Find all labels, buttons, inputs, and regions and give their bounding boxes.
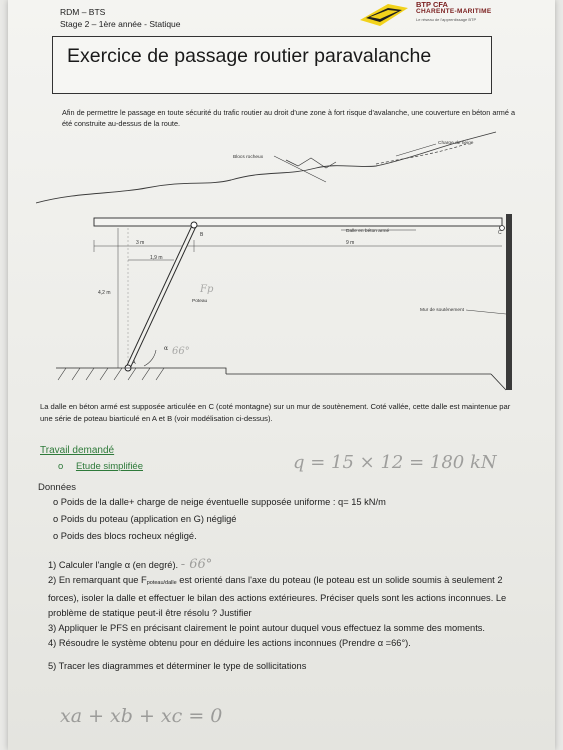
label-charge-neige: Charge de neige	[438, 141, 474, 146]
label-mur: Mur de soutènement	[420, 308, 464, 313]
donnees-list	[53, 494, 386, 545]
label-point-c: C	[498, 230, 502, 236]
ground-right	[491, 374, 506, 390]
question-5: 5) Tracer les diagrammes et déterminer le type de sollicitations	[48, 661, 307, 671]
header-stage: Stage 2 – 1ère année - Statique	[60, 19, 181, 29]
snow-leader	[396, 144, 436, 156]
donnees-item: o Poids des blocs rocheux négligé.	[53, 531, 197, 541]
label-poteau: Poteau	[192, 299, 208, 304]
donnees-heading: Données	[38, 482, 77, 493]
section-travail-demande: Travail demandé	[40, 445, 115, 456]
header-course-info	[60, 6, 181, 30]
label-point-a: A	[132, 360, 136, 366]
logo-region: CHARENTE-MARITIME	[416, 8, 492, 15]
force-subscript: poteau/dalle	[146, 580, 177, 586]
questions-list	[48, 557, 528, 674]
section-etude-simplifiee	[58, 461, 143, 472]
label-blocs-rocheux: Blocs rocheux	[233, 155, 264, 160]
logo-mark-icon	[358, 2, 410, 28]
title-box	[52, 36, 492, 94]
question-1: 1) Calculer l'angle α (en degré). - 66°	[48, 557, 213, 572]
btp-cfa-logo	[358, 0, 528, 36]
label-point-b: B	[200, 232, 204, 238]
logo-tagline: Le réseau de l'apprentissage BTP	[416, 17, 477, 22]
donnees-item: o Poids du poteau (application en G) négligé	[53, 514, 237, 524]
retaining-wall	[506, 214, 512, 390]
question-2: 2) En remarquant que Fpoteau/dalle est orienté dans l'axe du poteau (le poteau est un solide soumis à seulement 2 forces), isoler la dalle et effectuer le bilan des actions extérieures. Préciser quels sont les actions inconnues. Le problème de statique peut-il être résolu ? Justifier	[48, 575, 507, 618]
model-description: La dalle en béton armé est supposée articulée en C (coté montagne) sur un mur de soutènement. Coté vallée, cette dalle est maintenue par une série de poteau biarticulé en A et B (voir modélisation ci-dessus).	[40, 402, 511, 423]
logo-name: BTP CFA	[416, 0, 448, 9]
handwriting-load: q = 15 × 12 = 180 kN	[293, 452, 497, 473]
ground-hatch	[58, 368, 164, 380]
slab	[94, 218, 502, 226]
alpha-arc	[144, 350, 156, 366]
handwriting-bottom: xa + xb + xc = 0	[60, 705, 223, 727]
joint-b	[191, 222, 197, 228]
intro-paragraph: Afin de permettre le passage en toute sécurité du trafic routier au droit d'une zone à fort risque d'avalanche, une couverture en béton armé a été construite au-dessus de la route.	[62, 108, 516, 128]
rocks-line	[286, 158, 336, 168]
dim-9m: 9 m	[346, 240, 355, 246]
wall-leader	[466, 310, 506, 314]
question-3: 3) Appliquer le PFS en précisant clairement le point autour duquel vous effectuez la somme des moments.	[48, 623, 486, 633]
mountain-slope	[36, 132, 496, 203]
handwriting-q1: - 66°	[180, 557, 213, 572]
hw-angle: 66°	[172, 346, 190, 357]
dim-4-2m: 4,2 m	[98, 290, 111, 296]
document-page	[8, 0, 555, 750]
bullet-marker: o	[58, 461, 64, 472]
label-dalle: Dalle en béton armé	[346, 229, 390, 234]
dim-1-9m: 1,9 m	[150, 255, 163, 261]
hw-fp: Fp	[200, 284, 214, 295]
header-course: RDM – BTS	[60, 7, 106, 17]
page-title: Exercice de passage routier paravalanche	[67, 45, 432, 67]
dim-3m: 3 m	[136, 240, 145, 246]
ground-left	[56, 368, 226, 374]
question-4: 4) Résoudre le système obtenu pour en déduire les actions inconnues (Prendre α =66°).	[48, 638, 411, 648]
donnees-item: o Poids de la dalle+ charge de neige éventuelle supposée uniforme : q= 15 kN/m	[53, 497, 386, 507]
rocks-leader	[274, 156, 326, 182]
label-alpha: α	[164, 345, 169, 352]
structure-diagram	[36, 128, 526, 398]
etude-label: Etude simplifiée	[75, 461, 143, 472]
